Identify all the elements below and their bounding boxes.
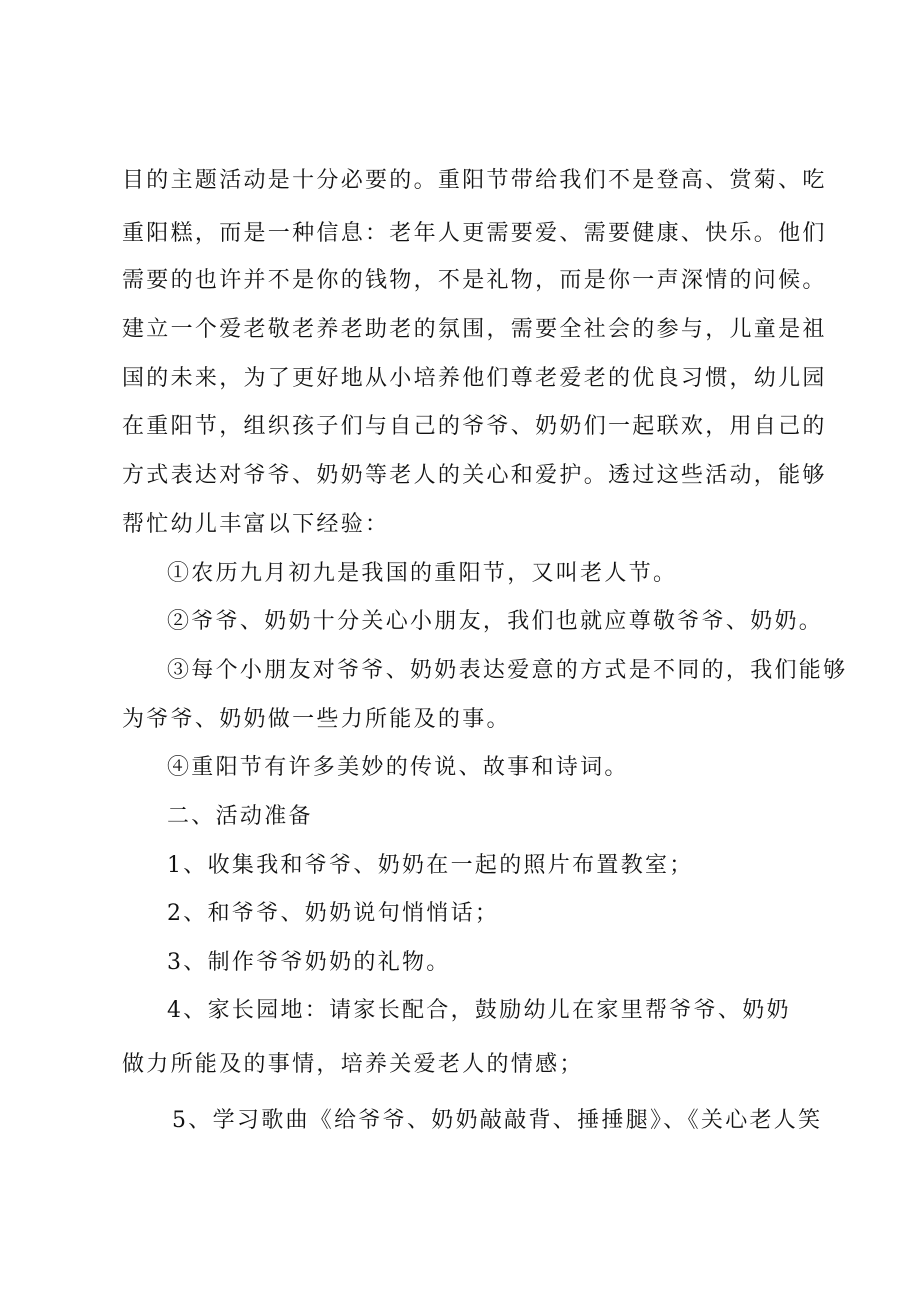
prep-item-5: 5、学习歌曲《给爷爷、奶奶敲敲背、捶捶腿》、《关心老人笑 <box>172 1108 823 1133</box>
list-item-1: ①农历九月初九是我国的重阳节，又叫老人节。 <box>167 561 678 586</box>
text-line-8: 帮忙幼儿丰富以下经验： <box>122 512 390 537</box>
prep-item-4: 4、家长园地：请家长配合，鼓励幼儿在家里帮爷爷、奶奶 <box>167 998 791 1023</box>
text-line-7: 方式表达对爷爷、奶奶等老人的关心和爱护。透过这些活动，能够 <box>122 463 827 488</box>
list-item-3: ③每个小朋友对爷爷、奶奶表达爱意的方式是不同的，我们能够 <box>167 658 848 683</box>
prep-item-3: 3、制作爷爷奶奶的礼物。 <box>167 950 451 975</box>
text-line-2: 重阳糕，而是一种信息：老年人更需要爱、需要健康、快乐。他们 <box>122 221 827 246</box>
text-line-1: 目的主题活动是十分必要的。重阳节带给我们不是登高、赏菊、吃 <box>122 168 827 193</box>
list-item-2: ②爷爷、奶奶十分关心小朋友，我们也就应尊敬爷爷、奶奶。 <box>167 609 824 634</box>
list-item-4: ④重阳节有许多美妙的传说、故事和诗词。 <box>167 755 629 780</box>
text-line-6: 在重阳节，组织孩子们与自己的爷爷、奶奶们一起联欢，用自己的 <box>122 414 827 439</box>
text-line-5: 国的未来，为了更好地从小培养他们尊老爱老的优良习惯，幼儿园 <box>122 366 827 391</box>
text-line-3: 需要的也许并不是你的钱物，不是礼物，而是你一声深情的问候。 <box>122 268 827 293</box>
section-heading: 二、活动准备 <box>167 804 313 829</box>
prep-item-4-continued: 做力所能及的事情，培养关爱老人的情感； <box>122 1052 584 1077</box>
prep-item-1: 1、收集我和爷爷、奶奶在一起的照片布置教室； <box>167 853 694 878</box>
prep-item-2: 2、和爷爷、奶奶说句悄悄话； <box>167 901 500 926</box>
list-item-3-continued: 为爷爷、奶奶做一些力所能及的事。 <box>122 707 511 732</box>
text-line-4: 建立一个爱老敬老养老助老的氛围，需要全社会的参与，儿童是祖 <box>122 317 827 342</box>
